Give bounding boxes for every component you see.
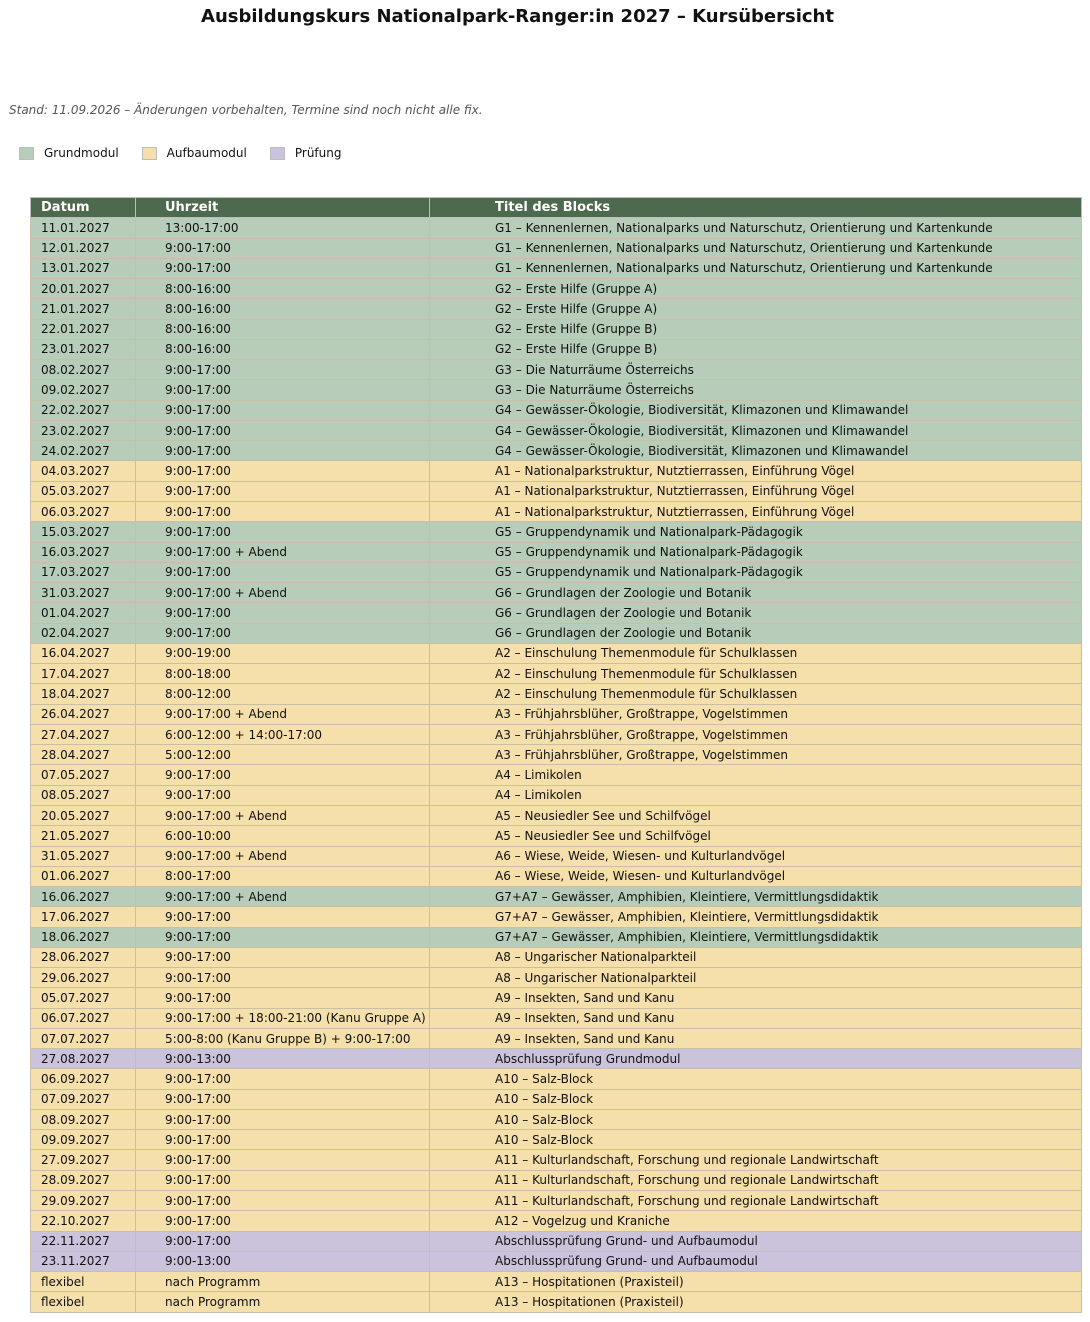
cell-time: 9:00-17:00 (136, 461, 430, 481)
cell-title: A4 – Limikolen (430, 765, 1082, 785)
cell-title: A2 – Einschulung Themenmodule für Schulklassen (430, 643, 1082, 663)
cell-title: A3 – Frühjahrsblüher, Großtrappe, Vogelstimmen (430, 704, 1082, 724)
cell-title: G7+A7 – Gewässer, Amphibien, Kleintiere, Vermittlungsdidaktik (430, 927, 1082, 947)
cell-title: A11 – Kulturlandschaft, Forschung und regionale Landwirtschaft (430, 1170, 1082, 1190)
cell-date: 27.08.2027 (31, 1049, 136, 1069)
cell-date: 22.11.2027 (31, 1231, 136, 1251)
cell-time: 9:00-17:00 (136, 603, 430, 623)
table-row (31, 218, 1082, 238)
table-row (31, 319, 1082, 339)
cell-date: 22.01.2027 (31, 319, 136, 339)
cell-time: 9:00-13:00 (136, 1049, 430, 1069)
legend-label: Aufbaumodul (166, 146, 247, 160)
cell-date: 22.02.2027 (31, 400, 136, 420)
cell-time: 6:00-12:00 + 14:00-17:00 (136, 724, 430, 744)
cell-time: 9:00-17:00 (136, 968, 430, 988)
table-row (31, 603, 1082, 623)
table-row (31, 927, 1082, 947)
legend-swatch-pruefung (270, 147, 285, 160)
legend-label: Grundmodul (44, 146, 119, 160)
table-row (31, 1069, 1082, 1089)
cell-title: G6 – Grundlagen der Zoologie und Botanik (430, 623, 1082, 643)
cell-time: 9:00-17:00 (136, 1150, 430, 1170)
table-row (31, 1292, 1082, 1312)
cell-title: G2 – Erste Hilfe (Gruppe B) (430, 339, 1082, 359)
cell-date: 31.05.2027 (31, 846, 136, 866)
cell-date: 13.01.2027 (31, 258, 136, 278)
cell-time: 9:00-17:00 + Abend (136, 704, 430, 724)
cell-time: 6:00-10:00 (136, 826, 430, 846)
cell-date: 16.04.2027 (31, 643, 136, 663)
cell-date: 01.04.2027 (31, 603, 136, 623)
cell-title: G5 – Gruppendynamik und Nationalpark-Pädagogik (430, 522, 1082, 542)
column-header-datum: Datum (31, 198, 136, 218)
cell-title: G2 – Erste Hilfe (Gruppe B) (430, 319, 1082, 339)
cell-date: 27.04.2027 (31, 724, 136, 744)
cell-date: 05.07.2027 (31, 988, 136, 1008)
column-header-titel: Titel des Blocks (430, 198, 1082, 218)
cell-date: 24.02.2027 (31, 441, 136, 461)
cell-time: 9:00-17:00 (136, 481, 430, 501)
cell-time: 13:00-17:00 (136, 218, 430, 238)
cell-time: 9:00-17:00 (136, 400, 430, 420)
cell-time: 9:00-17:00 (136, 1069, 430, 1089)
cell-date: 27.09.2027 (31, 1150, 136, 1170)
cell-time: 8:00-16:00 (136, 299, 430, 319)
cell-title: A12 – Vogelzug und Kraniche (430, 1211, 1082, 1231)
table-row (31, 785, 1082, 805)
cell-title: A1 – Nationalparkstruktur, Nutztierrassen, Einführung Vögel (430, 481, 1082, 501)
table-row (31, 866, 1082, 886)
cell-date: 04.03.2027 (31, 461, 136, 481)
cell-title: A9 – Insekten, Sand und Kanu (430, 1008, 1082, 1028)
cell-date: 18.06.2027 (31, 927, 136, 947)
table-row (31, 988, 1082, 1008)
cell-time: 9:00-17:00 (136, 522, 430, 542)
cell-time: 9:00-17:00 + Abend (136, 583, 430, 603)
table-row (31, 461, 1082, 481)
cell-time: 5:00-12:00 (136, 745, 430, 765)
cell-title: A6 – Wiese, Weide, Wiesen- und Kulturlandvögel (430, 866, 1082, 886)
cell-title: G7+A7 – Gewässer, Amphibien, Kleintiere, Vermittlungsdidaktik (430, 907, 1082, 927)
table-row (31, 1028, 1082, 1048)
cell-title: A3 – Frühjahrsblüher, Großtrappe, Vogelstimmen (430, 724, 1082, 744)
cell-title: G3 – Die Naturräume Österreichs (430, 380, 1082, 400)
table-row (31, 704, 1082, 724)
table-row (31, 481, 1082, 501)
cell-date: 07.07.2027 (31, 1028, 136, 1048)
cell-time: 9:00-17:00 (136, 927, 430, 947)
cell-date: 15.03.2027 (31, 522, 136, 542)
cell-date: 06.07.2027 (31, 1008, 136, 1028)
cell-time: 9:00-17:00 (136, 1109, 430, 1129)
table-row (31, 258, 1082, 278)
cell-title: A10 – Salz-Block (430, 1109, 1082, 1129)
cell-time: 9:00-17:00 (136, 765, 430, 785)
cell-time: 9:00-17:00 (136, 562, 430, 582)
cell-date: 08.09.2027 (31, 1109, 136, 1129)
cell-date: 08.05.2027 (31, 785, 136, 805)
page-title: Ausbildungskurs Nationalpark-Ranger:in 2027 – Kursübersicht (201, 6, 834, 27)
cell-time: 8:00-12:00 (136, 684, 430, 704)
table-row (31, 238, 1082, 258)
table-row (31, 420, 1082, 440)
cell-time: 5:00-8:00 (Kanu Gruppe B) + 9:00-17:00 (136, 1028, 430, 1048)
cell-date: 20.01.2027 (31, 279, 136, 299)
cell-title: G5 – Gruppendynamik und Nationalpark-Pädagogik (430, 562, 1082, 582)
cell-date: 17.06.2027 (31, 907, 136, 927)
cell-date: 21.01.2027 (31, 299, 136, 319)
cell-time: 9:00-17:00 (136, 785, 430, 805)
table-row (31, 947, 1082, 967)
cell-title: A10 – Salz-Block (430, 1069, 1082, 1089)
cell-title: A13 – Hospitationen (Praxisteil) (430, 1272, 1082, 1292)
cell-title: G1 – Kennenlernen, Nationalparks und Naturschutz, Orientierung und Kartenkunde (430, 238, 1082, 258)
cell-time: 9:00-17:00 (136, 988, 430, 1008)
cell-title: G6 – Grundlagen der Zoologie und Botanik (430, 603, 1082, 623)
table-row (31, 279, 1082, 299)
table-row (31, 542, 1082, 562)
cell-title: A2 – Einschulung Themenmodule für Schulklassen (430, 684, 1082, 704)
cell-time: 9:00-17:00 (136, 238, 430, 258)
cell-date: 12.01.2027 (31, 238, 136, 258)
cell-time: 8:00-16:00 (136, 279, 430, 299)
cell-date: 09.09.2027 (31, 1130, 136, 1150)
cell-title: Abschlussprüfung Grundmodul (430, 1049, 1082, 1069)
cell-title: A11 – Kulturlandschaft, Forschung und regionale Landwirtschaft (430, 1150, 1082, 1170)
table-row (31, 1251, 1082, 1271)
cell-title: A1 – Nationalparkstruktur, Nutztierrassen, Einführung Vögel (430, 501, 1082, 521)
cell-date: 22.10.2027 (31, 1211, 136, 1231)
cell-date: 17.03.2027 (31, 562, 136, 582)
status-note: Stand: 11.09.2026 – Änderungen vorbehalten, Termine sind noch nicht alle fix. (9, 103, 483, 117)
cell-time: 9:00-17:00 (136, 1191, 430, 1211)
table-row (31, 441, 1082, 461)
cell-date: 18.04.2027 (31, 684, 136, 704)
cell-title: A1 – Nationalparkstruktur, Nutztierrassen, Einführung Vögel (430, 461, 1082, 481)
table-row (31, 1008, 1082, 1028)
table-row (31, 522, 1082, 542)
cell-date: 11.01.2027 (31, 218, 136, 238)
cell-time: 9:00-17:00 (136, 1231, 430, 1251)
cell-time: 9:00-17:00 + Abend (136, 805, 430, 825)
column-header-uhrzeit: Uhrzeit (136, 198, 430, 218)
cell-title: A10 – Salz-Block (430, 1089, 1082, 1109)
table-row (31, 664, 1082, 684)
table-row (31, 380, 1082, 400)
table-row (31, 1150, 1082, 1170)
cell-date: 06.09.2027 (31, 1069, 136, 1089)
cell-date: 02.04.2027 (31, 623, 136, 643)
table-row (31, 1109, 1082, 1129)
cell-title: A10 – Salz-Block (430, 1130, 1082, 1150)
cell-time: 9:00-17:00 + Abend (136, 846, 430, 866)
legend-label: Prüfung (294, 146, 342, 160)
cell-date: flexibel (31, 1272, 136, 1292)
cell-title: A4 – Limikolen (430, 785, 1082, 805)
table-row (31, 968, 1082, 988)
cell-date: 01.06.2027 (31, 866, 136, 886)
table-row (31, 684, 1082, 704)
cell-date: 29.06.2027 (31, 968, 136, 988)
cell-time: 8:00-17:00 (136, 866, 430, 886)
cell-title: G4 – Gewässer-Ökologie, Biodiversität, Klimazonen und Klimawandel (430, 441, 1082, 461)
cell-time: 9:00-17:00 (136, 360, 430, 380)
cell-title: A9 – Insekten, Sand und Kanu (430, 988, 1082, 1008)
table-row (31, 745, 1082, 765)
cell-time: 9:00-17:00 (136, 623, 430, 643)
cell-date: 05.03.2027 (31, 481, 136, 501)
cell-date: 23.11.2027 (31, 1251, 136, 1271)
cell-time: 9:00-17:00 + Abend (136, 887, 430, 907)
cell-title: A6 – Wiese, Weide, Wiesen- und Kulturlandvögel (430, 846, 1082, 866)
cell-time: 9:00-17:00 (136, 1130, 430, 1150)
table-row (31, 887, 1082, 907)
table-row (31, 826, 1082, 846)
cell-title: A5 – Neusiedler See und Schilfvögel (430, 805, 1082, 825)
cell-time: 9:00-17:00 (136, 441, 430, 461)
cell-date: 21.05.2027 (31, 826, 136, 846)
table-row (31, 583, 1082, 603)
table-row (31, 1231, 1082, 1251)
table-row (31, 1049, 1082, 1069)
cell-title: G2 – Erste Hilfe (Gruppe A) (430, 299, 1082, 319)
cell-time: nach Programm (136, 1272, 430, 1292)
cell-title: G4 – Gewässer-Ökologie, Biodiversität, Klimazonen und Klimawandel (430, 400, 1082, 420)
cell-date: 20.05.2027 (31, 805, 136, 825)
legend (19, 146, 364, 160)
table-row (31, 1272, 1082, 1292)
cell-date: 09.02.2027 (31, 380, 136, 400)
cell-time: 8:00-16:00 (136, 339, 430, 359)
cell-title: G7+A7 – Gewässer, Amphibien, Kleintiere, Vermittlungsdidaktik (430, 887, 1082, 907)
cell-time: 9:00-17:00 (136, 258, 430, 278)
cell-time: 9:00-19:00 (136, 643, 430, 663)
legend-item-grundmodul (19, 146, 119, 160)
cell-title: G4 – Gewässer-Ökologie, Biodiversität, Klimazonen und Klimawandel (430, 420, 1082, 440)
cell-date: 28.09.2027 (31, 1170, 136, 1190)
cell-title: A11 – Kulturlandschaft, Forschung und regionale Landwirtschaft (430, 1191, 1082, 1211)
cell-date: 16.06.2027 (31, 887, 136, 907)
cell-title: G2 – Erste Hilfe (Gruppe A) (430, 279, 1082, 299)
table-row (31, 623, 1082, 643)
cell-date: 23.01.2027 (31, 339, 136, 359)
cell-date: 29.09.2027 (31, 1191, 136, 1211)
table-row (31, 400, 1082, 420)
cell-date: flexibel (31, 1292, 136, 1312)
table-row (31, 1089, 1082, 1109)
cell-title: A8 – Ungarischer Nationalparkteil (430, 968, 1082, 988)
cell-time: 9:00-17:00 (136, 1170, 430, 1190)
table-row (31, 846, 1082, 866)
cell-date: 07.09.2027 (31, 1089, 136, 1109)
cell-date: 08.02.2027 (31, 360, 136, 380)
cell-time: 8:00-18:00 (136, 664, 430, 684)
table-row (31, 724, 1082, 744)
table-row (31, 360, 1082, 380)
cell-title: G3 – Die Naturräume Österreichs (430, 360, 1082, 380)
table-row (31, 1130, 1082, 1150)
cell-time: 9:00-17:00 (136, 907, 430, 927)
legend-swatch-aufbaumodul (142, 147, 157, 160)
cell-title: A5 – Neusiedler See und Schilfvögel (430, 826, 1082, 846)
table-row (31, 643, 1082, 663)
cell-title: G6 – Grundlagen der Zoologie und Botanik (430, 583, 1082, 603)
cell-date: 06.03.2027 (31, 501, 136, 521)
cell-time: nach Programm (136, 1292, 430, 1312)
cell-title: G1 – Kennenlernen, Nationalparks und Naturschutz, Orientierung und Kartenkunde (430, 258, 1082, 278)
cell-time: 9:00-17:00 + 18:00-21:00 (Kanu Gruppe A) (136, 1008, 430, 1028)
cell-date: 31.03.2027 (31, 583, 136, 603)
cell-time: 8:00-16:00 (136, 319, 430, 339)
course-table (30, 197, 1082, 1313)
legend-item-pruefung (270, 146, 342, 160)
cell-time: 9:00-17:00 (136, 1089, 430, 1109)
cell-title: G1 – Kennenlernen, Nationalparks und Naturschutz, Orientierung und Kartenkunde (430, 218, 1082, 238)
table-header-row (31, 198, 1082, 218)
cell-time: 9:00-13:00 (136, 1251, 430, 1271)
table-row (31, 562, 1082, 582)
cell-date: 07.05.2027 (31, 765, 136, 785)
table-row (31, 765, 1082, 785)
cell-title: A9 – Insekten, Sand und Kanu (430, 1028, 1082, 1048)
cell-title: Abschlussprüfung Grund- und Aufbaumodul (430, 1251, 1082, 1271)
table-row (31, 1191, 1082, 1211)
cell-title: A3 – Frühjahrsblüher, Großtrappe, Vogelstimmen (430, 745, 1082, 765)
cell-date: 28.04.2027 (31, 745, 136, 765)
cell-title: A8 – Ungarischer Nationalparkteil (430, 947, 1082, 967)
cell-time: 9:00-17:00 + Abend (136, 542, 430, 562)
table-row (31, 907, 1082, 927)
table-row (31, 299, 1082, 319)
cell-date: 28.06.2027 (31, 947, 136, 967)
table-row (31, 1170, 1082, 1190)
table-row (31, 805, 1082, 825)
cell-title: A13 – Hospitationen (Praxisteil) (430, 1292, 1082, 1312)
cell-time: 9:00-17:00 (136, 1211, 430, 1231)
legend-swatch-grundmodul (19, 147, 34, 160)
table-row (31, 501, 1082, 521)
cell-time: 9:00-17:00 (136, 501, 430, 521)
legend-item-aufbaumodul (142, 146, 247, 160)
cell-time: 9:00-17:00 (136, 947, 430, 967)
cell-date: 26.04.2027 (31, 704, 136, 724)
cell-time: 9:00-17:00 (136, 420, 430, 440)
cell-date: 17.04.2027 (31, 664, 136, 684)
cell-title: A2 – Einschulung Themenmodule für Schulklassen (430, 664, 1082, 684)
cell-title: G5 – Gruppendynamik und Nationalpark-Pädagogik (430, 542, 1082, 562)
table-body (31, 218, 1082, 1312)
cell-date: 16.03.2027 (31, 542, 136, 562)
table-row (31, 1211, 1082, 1231)
cell-date: 23.02.2027 (31, 420, 136, 440)
cell-title: Abschlussprüfung Grund- und Aufbaumodul (430, 1231, 1082, 1251)
table-row (31, 339, 1082, 359)
cell-time: 9:00-17:00 (136, 380, 430, 400)
